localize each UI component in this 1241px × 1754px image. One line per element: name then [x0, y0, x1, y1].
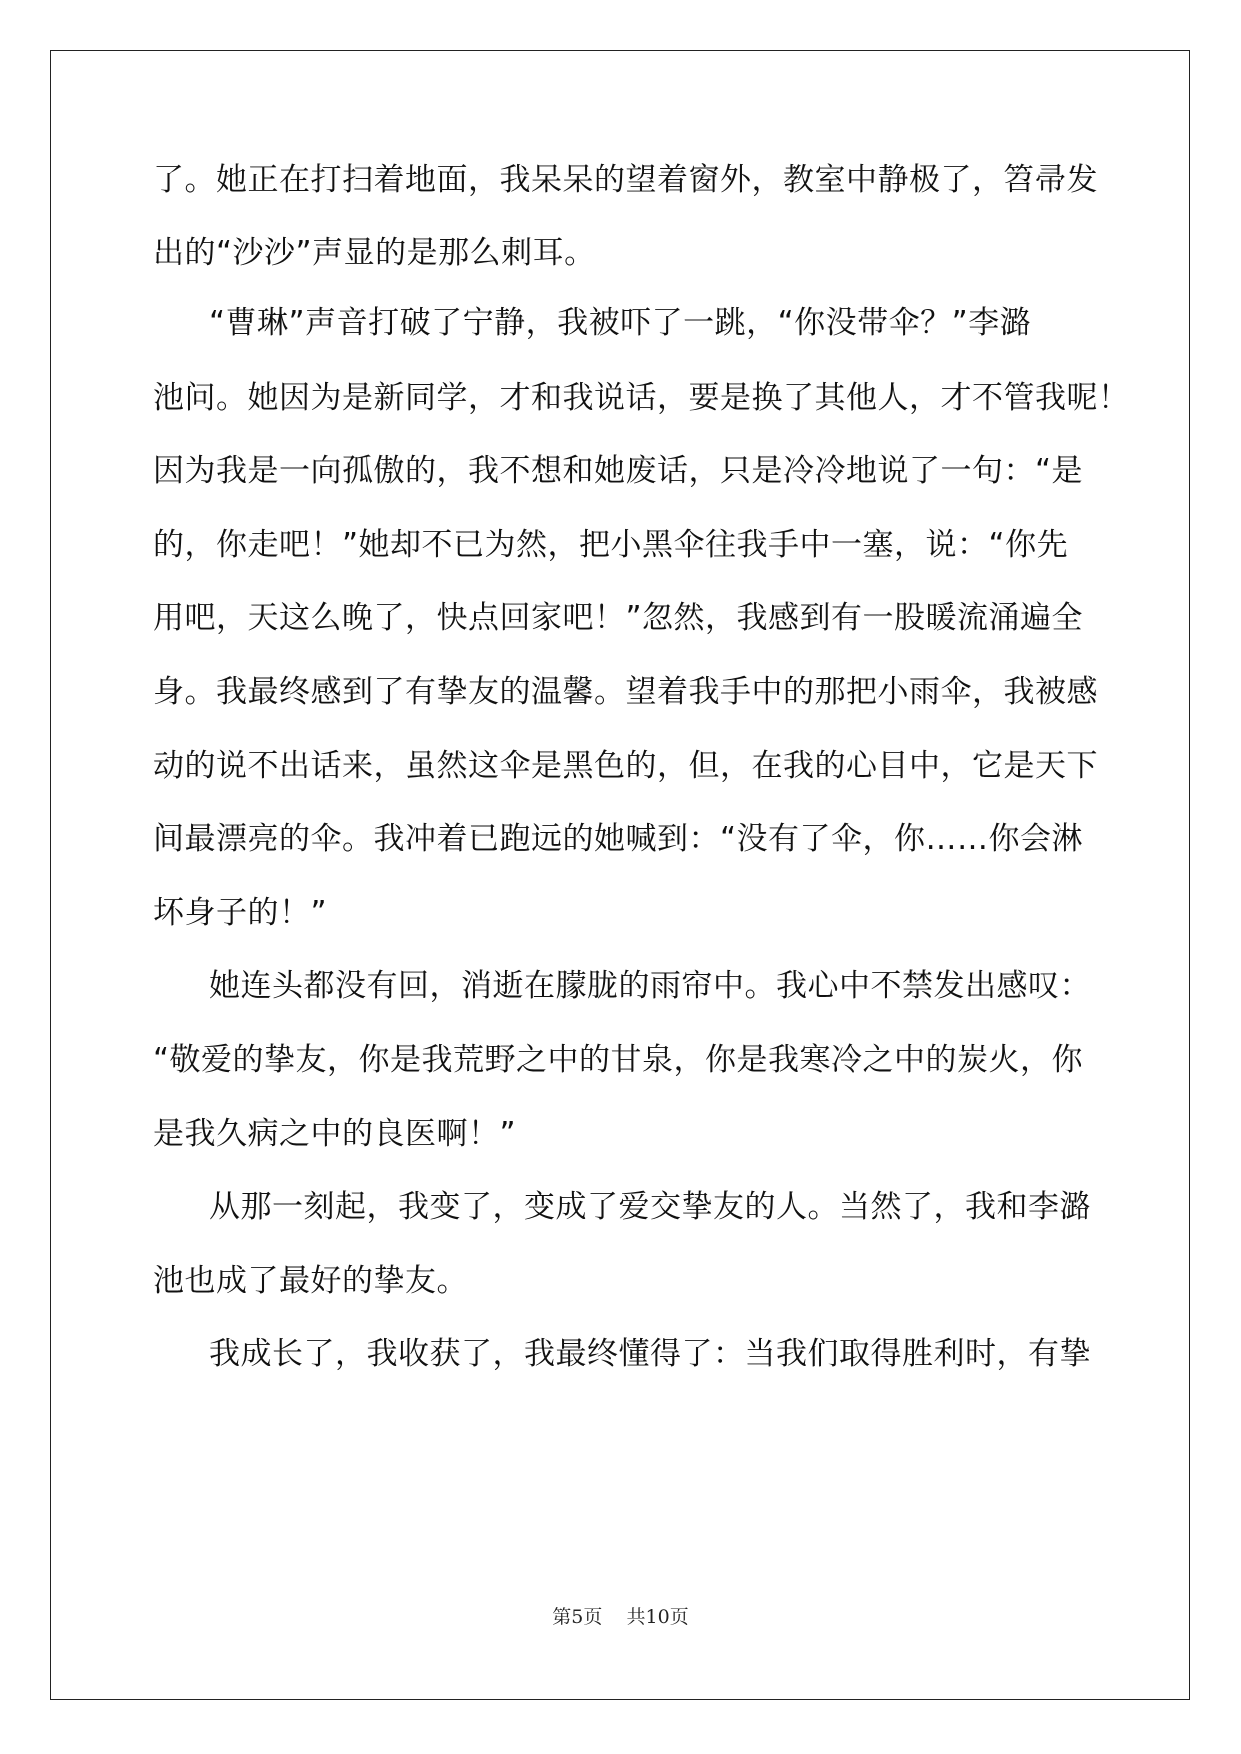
text-line: 动的说不出话来，虽然这伞是黑色的，但，在我的心目中，它是天下: [153, 748, 1098, 784]
text-line: 池也成了最好的挚友。: [153, 1263, 468, 1299]
text-line: 身。我最终感到了有挚友的温馨。望着我手中的那把小雨伞，我被感: [153, 674, 1098, 710]
text-line: 因为我是一向孤傲的，我不想和她废话，只是冷冷地说了一句：“是: [153, 453, 1084, 489]
text-line: 的，你走吧！”她却不已为然，把小黑伞往我手中一塞，说：“你先: [153, 527, 1069, 563]
page-footer: [0, 1605, 1241, 1629]
page-border: [50, 50, 1190, 1700]
paragraph-first-line: 我成长了，我收获了，我最终懂得了：当我们取得胜利时，有挚: [209, 1336, 1091, 1372]
paragraph-first-line: 她连头都没有回，消逝在朦胧的雨帘中。我心中不禁发出感叹：: [209, 968, 1091, 1004]
page-number: 第5页: [552, 1606, 603, 1628]
text-line: 出的“沙沙”声显的是那么刺耳。: [153, 235, 596, 271]
text-line: 坏身子的！”: [153, 895, 328, 931]
text-line: 是我久病之中的良医啊！”: [153, 1116, 517, 1152]
text-line: 池问。她因为是新同学，才和我说话，要是换了其他人，才不管我呢！: [153, 380, 1130, 416]
text-line: “敬爱的挚友，你是我荒野之中的甘泉，你是我寒冷之中的炭火，你: [153, 1042, 1084, 1078]
text-line: 间最漂亮的伞。我冲着已跑远的她喊到：“没有了伞，你……你会淋: [153, 821, 1084, 857]
paragraph-first-line: 从那一刻起，我变了，变成了爱交挚友的人。当然了，我和李潞: [209, 1189, 1091, 1225]
text-line: 用吧，天这么晚了，快点回家吧！”忽然，我感到有一股暖流涌遍全: [153, 600, 1084, 636]
page-total: 共10页: [626, 1606, 689, 1628]
text-line: 了。她正在打扫着地面，我呆呆的望着窗外，教室中静极了，笤帚发: [153, 162, 1098, 198]
paragraph-first-line: “曹琳”声音打破了宁静，我被吓了一跳，“你没带伞？”李潞: [209, 305, 1032, 341]
